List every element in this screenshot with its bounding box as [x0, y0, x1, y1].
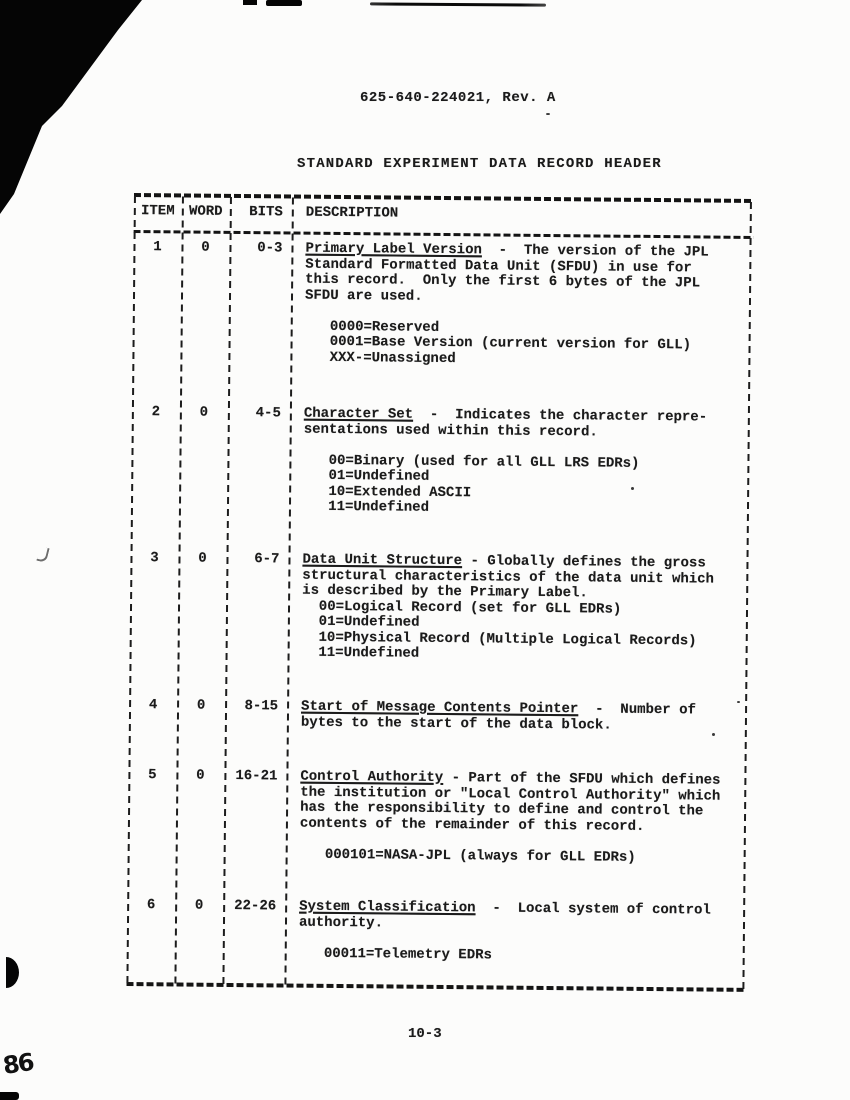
cell-description	[302, 553, 747, 666]
cell-bits: 8-15	[244, 698, 279, 715]
field-intro: - The version of the JPL	[481, 242, 709, 261]
cell-item: 3	[150, 550, 159, 567]
scan-artifact-dot	[546, 113, 550, 115]
field-term: Control Authority	[300, 768, 444, 786]
cell-description	[303, 407, 748, 520]
field-body: Standard Formatted Data Unit (SFDU) in use for this record. Only the first 6 bytes of the JPL SFDU are used. 0000=Reserved 0001=Base Version (current version for GLL) XXX-=Unassigned	[304, 256, 701, 367]
cell-item: 5	[148, 767, 157, 784]
field-term: Start of Message Contents Pointer	[301, 698, 579, 718]
page-number: 10-3	[408, 1026, 442, 1042]
field-body: authority. 00011=Telemetry EDRs	[298, 914, 493, 963]
header-bits: BITS	[249, 204, 283, 221]
cell-description	[299, 900, 744, 966]
cell-item: 4	[148, 697, 158, 714]
cell-bits: 6-7	[254, 551, 280, 568]
table-header-row	[134, 204, 754, 226]
scan-artifact-crescent	[6, 957, 19, 988]
page-title: STANDARD EXPERIMENT DATA RECORD HEADER	[297, 156, 662, 172]
cell-item: 6	[146, 897, 156, 914]
scan-artifact-squiggle	[36, 546, 49, 563]
field-term: Character Set	[303, 405, 414, 423]
field-term: Primary Label Version	[305, 240, 482, 259]
field-intro: - Local system of control	[475, 900, 711, 919]
cell-word: 0	[199, 404, 209, 421]
field-body: the institution or "Local Control Authority" which has the responsibility to define and control the contents of the remainder of this record. 000101=NASA-JPL (always for GLL EDRs)	[299, 784, 721, 866]
cell-bits: 4-5	[255, 405, 281, 422]
header-description: DESCRIPTION	[305, 204, 399, 222]
table-row	[126, 898, 747, 997]
table-row	[131, 404, 752, 516]
field-intro: - Number of	[578, 701, 697, 719]
field-intro: - Part of the SFDU which defines	[443, 769, 721, 789]
field-term: System Classification	[299, 898, 476, 917]
cell-item: 2	[151, 404, 161, 421]
cell-word: 0	[198, 550, 207, 567]
scan-artifact-corner-triangle	[0, 0, 142, 214]
field-intro: - Globally defines the gross	[462, 553, 706, 572]
header-item: ITEM	[140, 203, 175, 220]
scan-artifact-bar	[0, 1092, 19, 1100]
field-body: sentations used within this record. 00=Binary (used for all GLL LRS EDRs) 01=Undefined 10=Extended ASCII 11=Undefined	[302, 421, 640, 516]
header-word: WORD	[188, 203, 223, 220]
table-row	[133, 239, 754, 367]
cell-word: 0	[201, 239, 210, 256]
field-term: Data Unit Structure	[302, 551, 463, 570]
cell-bits: 0-3	[257, 240, 283, 257]
cell-description	[301, 700, 745, 735]
document-number: 625-640-224021, Rev. A	[360, 90, 556, 106]
cell-word: 0	[196, 767, 205, 784]
field-body: structural characteristics of the data unit which is described by the Primary Label. 00=Logical Record (set for GLL EDRs) 01=Undefined 10=Physical Record (Multiple Logical Records) 11=Undefined	[301, 567, 715, 662]
field-intro: - Indicates the character repre-	[413, 406, 708, 426]
cell-word: 0	[194, 897, 204, 914]
cell-item: 1	[153, 239, 162, 256]
data-record-header-table	[126, 193, 754, 995]
scan-artifact-line	[370, 2, 546, 6]
cell-bits: 22-26	[234, 897, 277, 915]
cell-description	[304, 242, 749, 370]
table-row	[130, 550, 751, 662]
cell-description	[300, 770, 745, 867]
table-row	[128, 768, 749, 867]
scan-artifact-dash	[266, 0, 302, 6]
cell-bits: 16-21	[235, 768, 278, 785]
table-top-border	[134, 193, 754, 203]
table-header-underline	[134, 230, 754, 239]
cell-word: 0	[196, 697, 206, 714]
scan-artifact-dash	[243, 0, 257, 5]
handwritten-note: 86	[1, 1048, 35, 1080]
field-body: bytes to the start of the data block.	[300, 714, 612, 734]
